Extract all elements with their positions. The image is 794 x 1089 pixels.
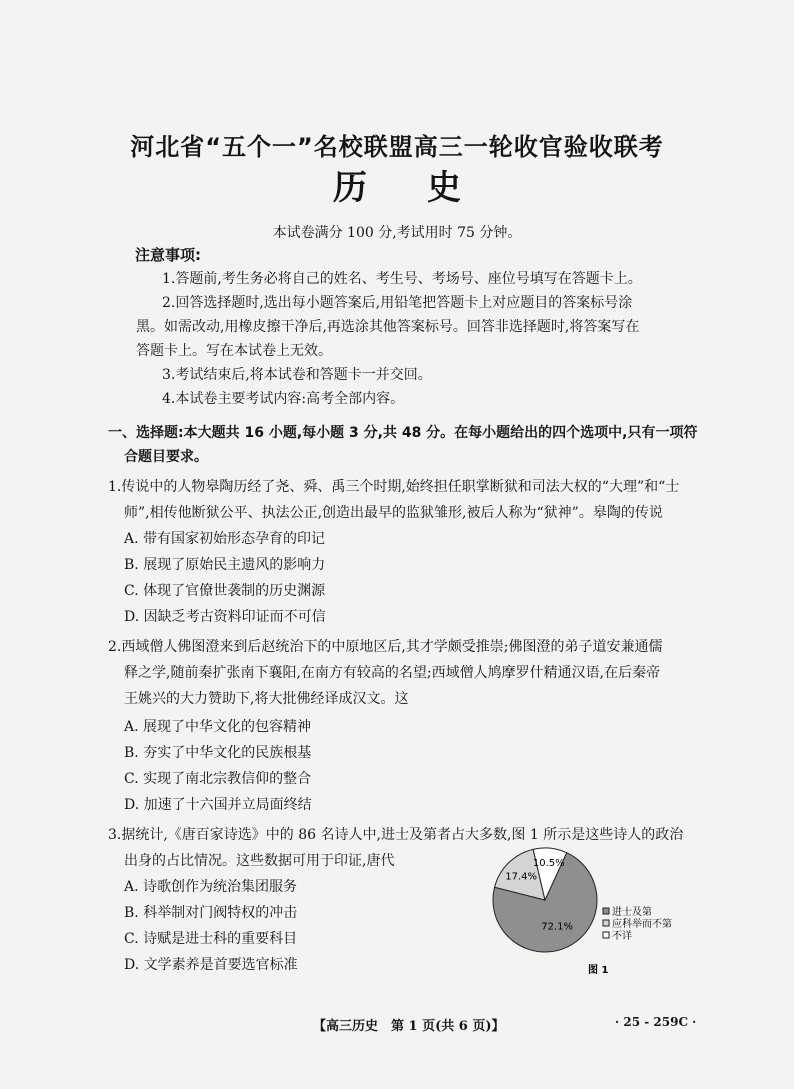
- page-footer: 【高三历史 第 1 页(共 6 页)】: [313, 1019, 505, 1034]
- section-heading-cont: 合题目要求。: [124, 449, 208, 465]
- notice-heading: 注意事项:: [135, 246, 201, 264]
- q2-option-c: C. 实现了南北宗教信仰的整合: [124, 771, 312, 787]
- question-3-stem: 出身的占比情况。这些数据可用于印证,唐代: [124, 853, 395, 869]
- question-2-stem: 王姚兴的大力赞助下,将大批佛经译成汉文。这: [124, 691, 409, 707]
- legend-swatch: [603, 908, 609, 914]
- notice-line: 2.回答选择题时,选出每小题答案后,用铅笔把答题卡上对应题目的答案标号涂: [162, 295, 633, 311]
- q3-option-b: B. 科举制对门阀特权的冲击: [124, 905, 298, 921]
- exam-title: 河北省“五个一”名校联盟高三一轮收官验收联考: [130, 133, 664, 161]
- legend-label: 应科举而不第: [612, 919, 672, 930]
- chart-caption: 图 1: [588, 965, 609, 976]
- q2-option-b: B. 夯实了中华文化的民族根基: [124, 745, 312, 761]
- legend-swatch: [603, 920, 609, 926]
- q3-option-a: A. 诗歌创作为统治集团服务: [124, 879, 298, 895]
- paper-code: · 25 - 259C ·: [615, 1015, 697, 1029]
- q1-option-b: B. 展现了原始民主遗风的影响力: [124, 557, 326, 573]
- q2-option-a: A. 展现了中华文化的包容精神: [124, 719, 312, 735]
- question-2-stem: 释之学,随前秦扩张南下襄阳,在南方有较高的名望;西域僧人鸠摩罗什精通汉语,在后秦帝: [124, 665, 661, 681]
- notice-line: 4.本试卷主要考试内容:高考全部内容。: [162, 391, 405, 407]
- question-1-stem: 1.传说中的人物皋陶历经了尧、舜、禹三个时期,始终担任职掌断狱和司法大权的“大理”和“士: [108, 479, 680, 495]
- q3-option-c: C. 诗赋是进士科的重要科目: [124, 931, 298, 947]
- legend-swatch: [603, 932, 609, 938]
- question-3-stem: 3.据统计,《唐百家诗选》中的 86 名诗人中,进士及第者占大多数,图 1 所示是这些诗人的政治: [108, 827, 684, 843]
- pie-data-label: 10.5%: [532, 858, 565, 870]
- section-heading: 一、选择题:本大题共 16 小题,每小题 3 分,共 48 分。在每小题给出的四个选项中,只有一项符: [108, 425, 698, 441]
- pie-chart: [490, 845, 720, 980]
- legend-label: 不详: [612, 931, 632, 942]
- notice-line: 黑。如需改动,用橡皮擦干净后,再选涂其他答案标号。回答非选择题时,将答案写在: [136, 319, 640, 335]
- legend-label: 进士及第: [612, 907, 652, 918]
- notice-line: 答题卡上。写在本试卷上无效。: [136, 343, 332, 359]
- q1-option-c: C. 体现了官僚世袭制的历史渊源: [124, 583, 326, 599]
- question-1-stem: 师”,相传他断狱公平、执法公正,创造出最早的监狱雏形,被后人称为“狱神”。皋陶的传说: [124, 505, 663, 521]
- pie-data-label: 17.4%: [505, 871, 538, 883]
- q1-option-d: D. 因缺乏考古资料印证而不可信: [124, 609, 326, 625]
- q2-option-d: D. 加速了十六国并立局面终结: [124, 797, 312, 813]
- q1-option-a: A. 带有国家初始形态孕育的印记: [124, 531, 326, 547]
- q3-option-d: D. 文学素养是首要选官标准: [124, 957, 298, 973]
- subject-title: 历史: [333, 168, 521, 208]
- pie-data-label: 72.1%: [541, 921, 573, 933]
- question-2-stem: 2.西域僧人佛图澄来到后赵统治下的中原地区后,其才学颇受推崇;佛图澄的弟子道安兼通儒: [108, 639, 663, 655]
- notice-line: 3.考试结束后,将本试卷和答题卡一并交回。: [162, 367, 432, 383]
- notice-line: 1.答题前,考生务必将自己的姓名、考生号、考场号、座位号填写在答题卡上。: [162, 271, 642, 287]
- exam-info: 本试卷满分 100 分,考试用时 75 分钟。: [272, 225, 522, 241]
